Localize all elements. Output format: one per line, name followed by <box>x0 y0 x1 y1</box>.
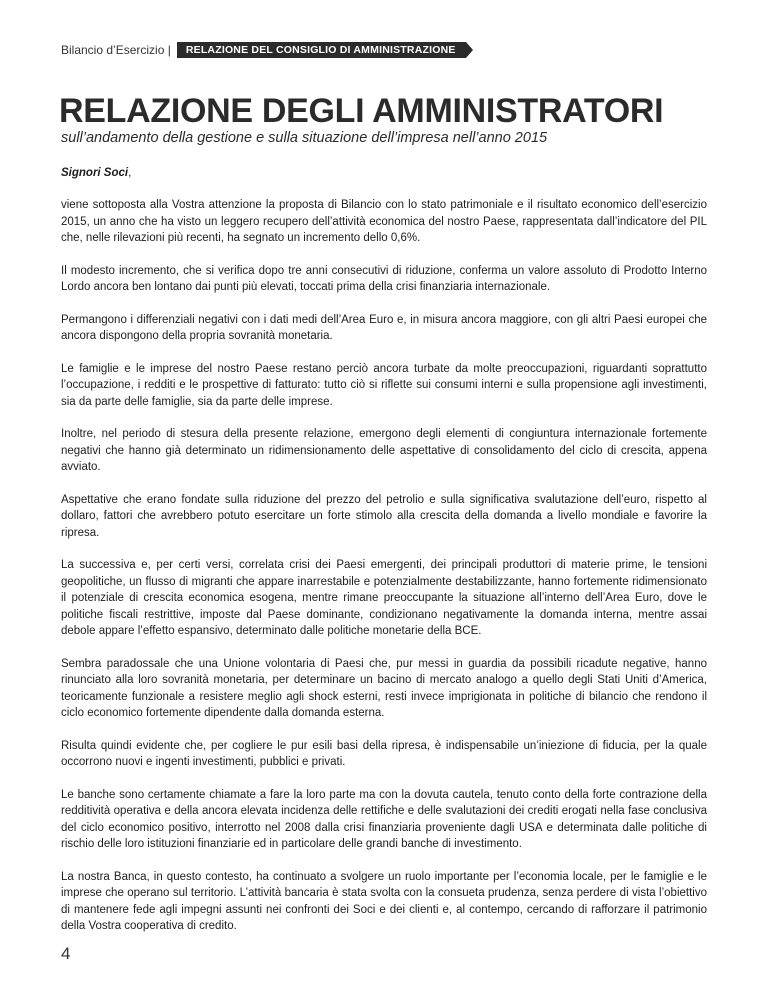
paragraph: Le banche sono certamente chiamate a fare la loro parte ma con la dovuta cautela, tenuto conto della forte contrazione della redditività operativa e della ancora elevata incidenza delle rettifiche e delle svalutazioni dei crediti erogati nella fase conclusiva del ciclo economico positivo, interrotto nel 2008 dalla crisi finanziaria proveniente dagli USA e determinata dalle politiche di rischio delle loro istituzioni finanziarie ed in particolare delle grandi banche di investimento. <box>61 788 707 850</box>
paragraph: Aspettative che erano fondate sulla riduzione del prezzo del petrolio e sulla significativa svalutazione dell’euro, rispetto al dollaro, fattori che avrebbero potuto esercitare un forte stimolo alla crescita della domanda a livello mondiale e favorire la ripresa. <box>61 493 707 539</box>
page-title: RELAZIONE DEGLI AMMINISTRATORI <box>59 92 664 130</box>
header-document-name: Bilancio d’Esercizio | <box>61 43 171 57</box>
salutation-punctuation: , <box>128 167 132 179</box>
paragraph: Il modesto incremento, che si verifica dopo tre anni consecutivi di riduzione, conferma un valore assoluto di Prodotto Interno Lordo ancora ben lontano dai punti più elevati, toccati prima della crisi finanziaria internazionale. <box>61 264 707 293</box>
paragraph: Permangono i differenziali negativi con i dati medi dell’Area Euro e, in misura ancora maggiore, con gli altri Paesi europei che ancora dispongono della propria sovranità monetaria. <box>61 313 707 342</box>
paragraph: La successiva e, per certi versi, correlata crisi dei Paesi emergenti, dei principali produttori di materie prime, le tensioni geopolitiche, un flusso di migranti che appare inarrestabile e potenzialmente destabilizzante, hanno fortemente ridimensionato il potenziale di crescita economica esogena, mentre rimane preoccupante la situazione all’interno dell’Area Euro, dove le politiche fiscali restrittive, imposte dal Paese dominante, condizionano negativamente la domanda interna, mentre assai debole appare l’effetto espansivo, determinato dalle politiche monetarie della BCE. <box>61 559 707 637</box>
paragraph: Sembra paradossale che una Unione volontaria di Paesi che, pur messi in guardia da possibili ricadute negative, hanno rinunciato alla loro sovranità monetaria, per determinare un bacino di mercato analogo a quello degli Stati Uniti d’America, teoricamente funzionale a resistere meglio agli shock esterni, resti invece imprigionata in politiche di bilancio che rendono il ciclo economico fortemente dipendente dalla domanda esterna. <box>61 657 707 719</box>
paragraph: Risulta quindi evidente che, per cogliere le pur esili basi della ripresa, è indispensabile un’iniezione di fiducia, per la quale occorrono nuovi e ingenti investimenti, pubblici e privati. <box>61 739 707 768</box>
body-text <box>61 165 707 951</box>
salutation <box>61 165 707 181</box>
header-section-badge: RELAZIONE DEL CONSIGLIO DI AMMINISTRAZIONE <box>177 42 466 58</box>
page-number: 4 <box>61 944 71 963</box>
paragraph: Inoltre, nel periodo di stesura della presente relazione, emergono degli elementi di congiuntura internazionale fortemente negativi che hanno già determinato un ridimensionamento delle aspettative di consolidamento del ciclo di crescita, appena avviato. <box>61 428 707 473</box>
paragraph: Le famiglie e le imprese del nostro Paese restano perciò ancora turbate da molte preoccupazioni, riguardanti soprattutto l’occupazione, i redditi e le prospettive di fatturato: tutto ciò si riflette sui consumi interni e sulla propensione agli investimenti, sia da parte delle famiglie, sia da parte delle imprese. <box>61 362 707 408</box>
running-header <box>61 40 466 60</box>
paragraph: viene sottoposta alla Vostra attenzione la proposta di Bilancio con lo stato patrimoniale e il risultato economico dell’esercizio 2015, un anno che ha visto un leggero recupero dell’attività economica del nostro Paese, rappresentata dall’indicatore del PIL che, nelle rilevazioni più recenti, ha segnato un incremento dello 0,6%. <box>61 199 707 244</box>
paragraph: La nostra Banca, in questo contesto, ha continuato a svolgere un ruolo importante per l’economia locale, per le famiglie e le imprese che operano sul territorio. L’attività bancaria è stata svolta con la consueta prudenza, senza perdere di vista l’obiettivo di mantenere fede agli impegni assunti nei confronti dei Soci e dei clienti e, al contempo, cercando di rafforzare il patrimonio della Vostra cooperativa di credito. <box>61 870 707 932</box>
page-subtitle: sull’andamento della gestione e sulla situazione dell’impresa nell’anno 2015 <box>61 130 548 146</box>
salutation-name: Signori Soci <box>61 167 129 179</box>
